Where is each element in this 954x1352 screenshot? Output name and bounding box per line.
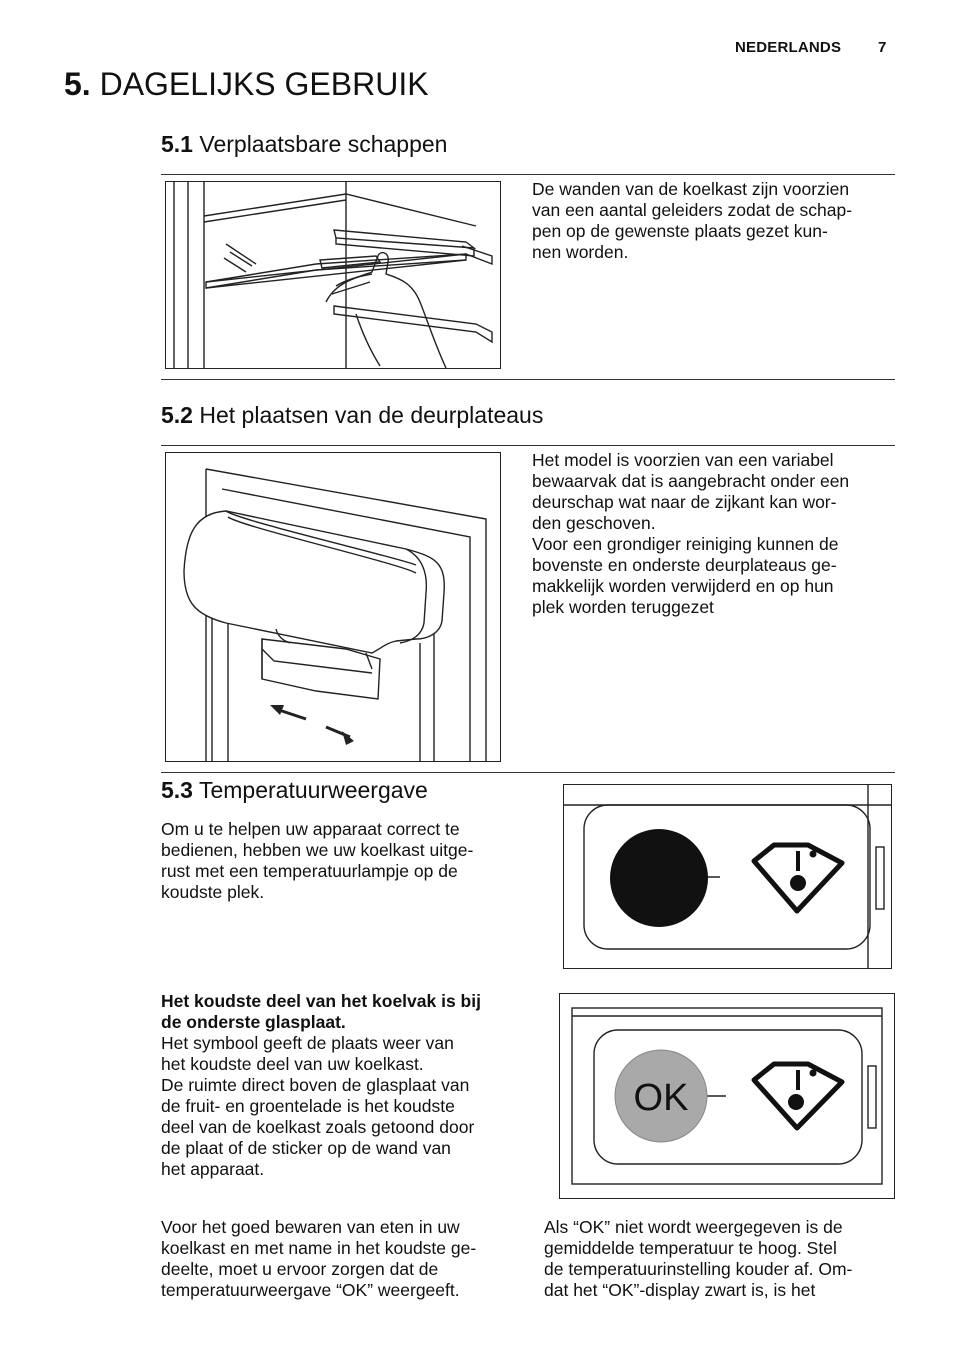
chapter-number: 5. [64,66,91,102]
text-line: de temperatuurinstelling kouder af. Om- [544,1259,853,1279]
text-line: plek worden teruggezet [532,597,714,617]
text-line: Voor een grondiger reiniging kunnen de [532,534,839,554]
text-line: Het model is voorzien van een variabel [532,450,834,470]
divider [161,445,895,446]
door-shelf-illustration [165,452,501,762]
divider [161,379,895,380]
text-line: nen worden. [532,242,629,262]
section-5-2-number: 5.2 [161,402,193,428]
section-5-2-title: Het plaatsen van de deurplateaus [199,402,544,428]
bottom-right-text [544,1217,852,1301]
text-line: Het symbool geeft de plaats weer van [161,1033,454,1053]
section-5-1-text [532,179,852,263]
text-line: Om u te helpen uw apparaat correct te [161,819,460,839]
temperature-display-ok [559,993,895,1199]
chapter-title-text: DAGELIJKS GEBRUIK [99,66,429,102]
section-5-3-heading [161,777,428,804]
text-line: temperatuurweergave “OK” weergeeft. [161,1280,460,1300]
text-line: koudste plek. [161,882,265,902]
text-line: het apparaat. [161,1159,265,1179]
text-line: makkelijk worden verwijderd en op hun [532,576,834,596]
text-line: de fruit- en groentelade is het koudste [161,1096,455,1116]
text-line: dat het “OK”-display zwart is, is het [544,1280,816,1300]
text-line: deurschap wat naar de zijkant kan wor- [532,492,837,512]
text-line: van een aantal geleiders zodat de schap- [532,200,853,220]
text-line: koelkast en met name in het koudste ge- [161,1238,477,1258]
section-5-3-intro [161,819,473,903]
bold-text-line: de onderste glasplaat. [161,1012,346,1032]
section-5-3-body [161,991,481,1180]
text-line: bedienen, hebben we uw koelkast uitge- [161,840,474,860]
section-5-1-number: 5.1 [161,131,193,157]
temperature-display-dark [563,784,892,969]
coldest-zone-icon [754,845,842,911]
text-line: Voor het goed bewaren van eten in uw [161,1217,460,1237]
section-5-2-text [532,450,849,618]
section-5-3-title: Temperatuurweergave [198,777,428,803]
divider [161,772,895,773]
bottom-left-text [161,1217,476,1301]
ok-label: OK [633,1077,689,1119]
section-5-2-heading [161,402,543,429]
text-line: bovenste en onderste deurplateaus ge- [532,555,837,575]
text-line: den geschoven. [532,513,656,533]
section-5-3-number: 5.3 [161,777,193,803]
chapter-title [64,66,429,103]
text-line: De wanden van de koelkast zijn voorzien [532,179,850,199]
text-line: deel van de koelkast zoals getoond door [161,1117,475,1137]
text-line: pen op de gewenste plaats gezet kun- [532,221,828,241]
text-line: gemiddelde temperatuur te hoog. Stel [544,1238,837,1258]
shelf-illustration [165,181,501,369]
coldest-zone-icon [754,1064,842,1128]
text-line: Als “OK” niet wordt weergegeven is de [544,1217,843,1237]
text-line: deelte, moet u ervoor zorgen dat de [161,1259,439,1279]
text-line: rust met een temperatuurlampje op de [161,861,458,881]
section-5-1-title: Verplaatsbare schappen [199,131,448,157]
bold-text-line: Het koudste deel van het koelvak is bij [161,991,481,1011]
text-line: bewaarvak dat is aangebracht onder een [532,471,850,491]
divider [161,174,895,175]
text-line: de plaat of de sticker op de wand van [161,1138,451,1158]
text-line: het koudste deel van uw koelkast. [161,1054,424,1074]
header-language: NEDERLANDS [735,39,842,56]
page-number: 7 [878,39,887,56]
text-line: De ruimte direct boven de glasplaat van [161,1075,470,1095]
section-5-1-heading [161,131,447,158]
